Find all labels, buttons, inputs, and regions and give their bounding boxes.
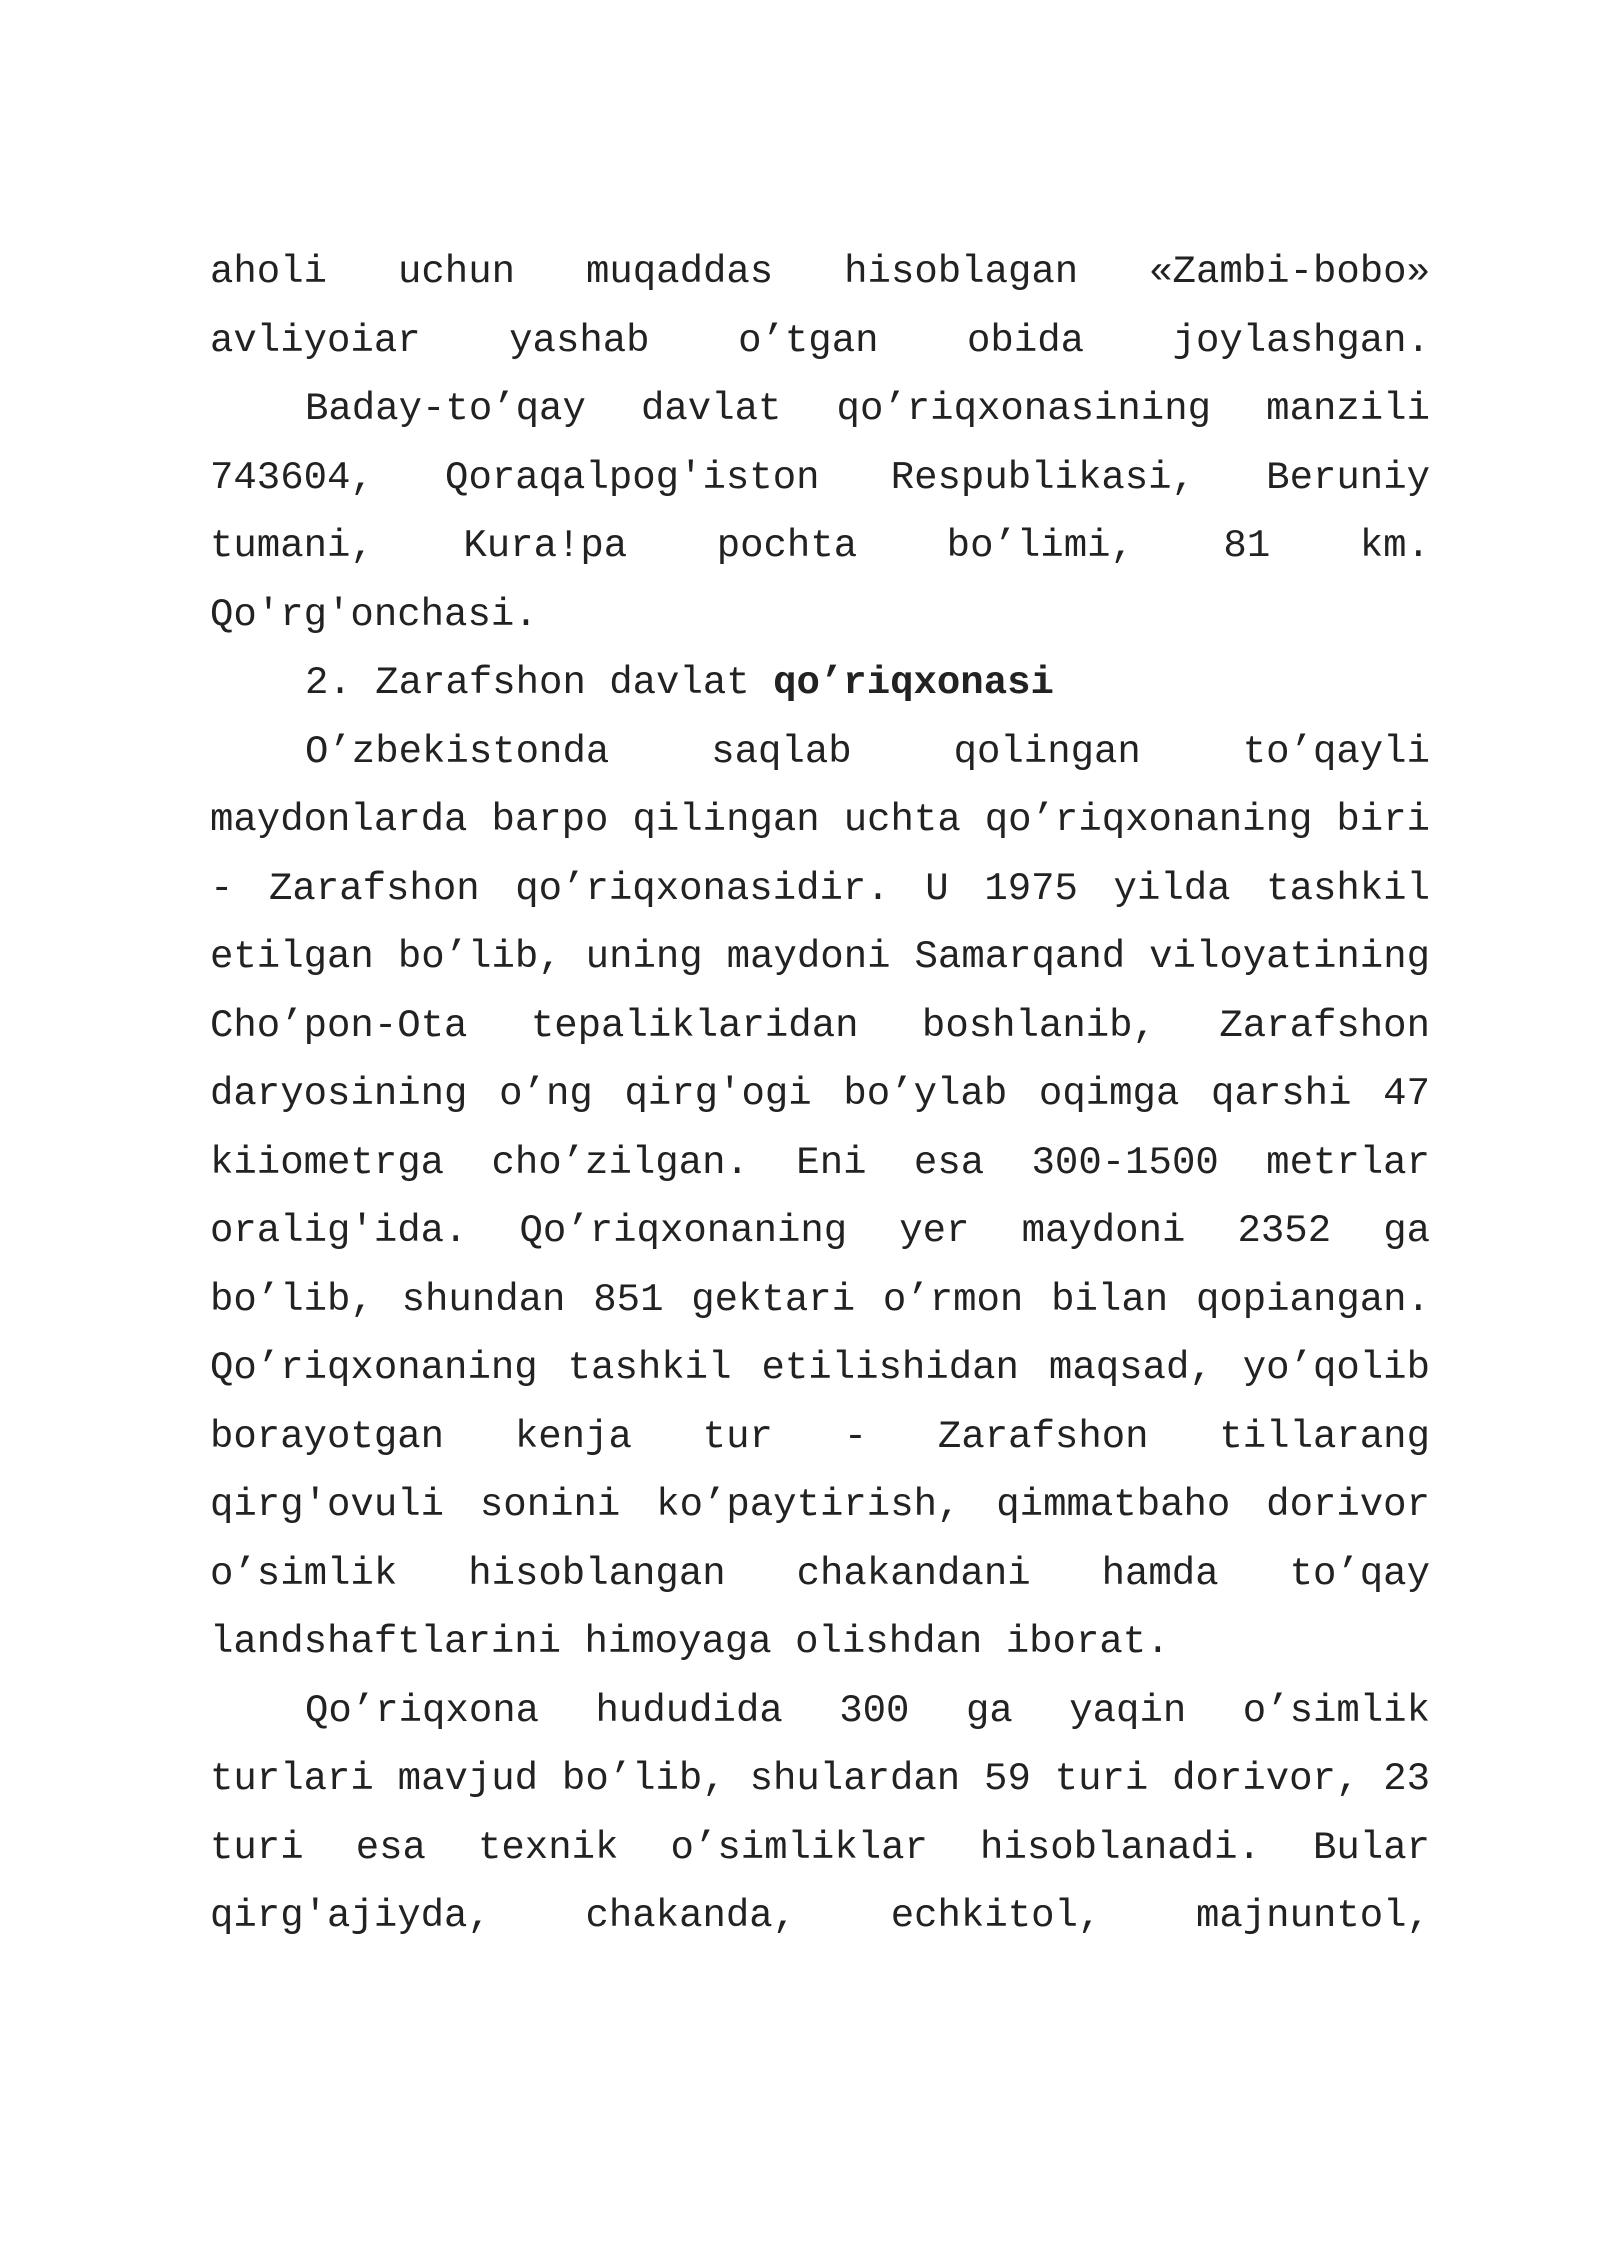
paragraph-zarafshon-description: O’zbekistonda saqlab qolingan to’qayli maydonlarda barpo qilingan uchta qo’riqxonaning biri - Zarafshon qo’riqxonasidir. U 1975 yilda tashkil etilgan bo’lib, uning maydoni Samarqand viloyatining Cho’pon-Ota tepaliklaridan boshlanib, Zarafshon daryosining o’ng qirg'ogi bo’ylab oqimga qarshi 47 kiiometrga cho’zilgan. Eni esa 300-1500 metrlar oralig'ida. Qo’riqxonaning yer maydoni 2352 ga bo’lib, shundan 851 gektari o’rmon bilan qopiangan. Qo’riqxonaning tashkil etilishidan maqsad, yo’qolib borayotgan kenja tur - Zarafshon tillarang qirg'ovuli sonini ko’paytirish, qimmatbaho dorivor o’simlik hisoblangan chakandani hamda to’qay landshaftlarini himoyaga olishdan iborat. [210, 729, 1430, 1664]
paragraph-flora: Qo’riqxona hududida 300 ga yaqin o’simlik turlari mavjud bo’lib, shulardan 59 turi dorivor, 23 turi esa texnik o’simliklar hisoblanadi. Bular qirg'ajiyda, chakanda, echkitol, majnuntol, [210, 1688, 1430, 1938]
section-heading-bold: qo’riqxonasi [773, 661, 1054, 705]
section-heading-text: 2. Zarafshon davlat [305, 661, 774, 705]
paragraph-address: Baday-to’qay davlat qo’riqxonasining manzili 743604, Qoraqalpog'iston Respublikasi, Beruniy tumani, Kura!pa pochta bo’limi, 81 km. Qo'rg'onchasi. [210, 387, 1430, 637]
section-heading [210, 649, 1430, 718]
paragraph-continuation: aholi uchun muqaddas hisoblagan «Zambi-bobo» avliyoiar yashab o’tgan obida joylashgan. [210, 250, 1430, 363]
document-body [210, 238, 1430, 1951]
